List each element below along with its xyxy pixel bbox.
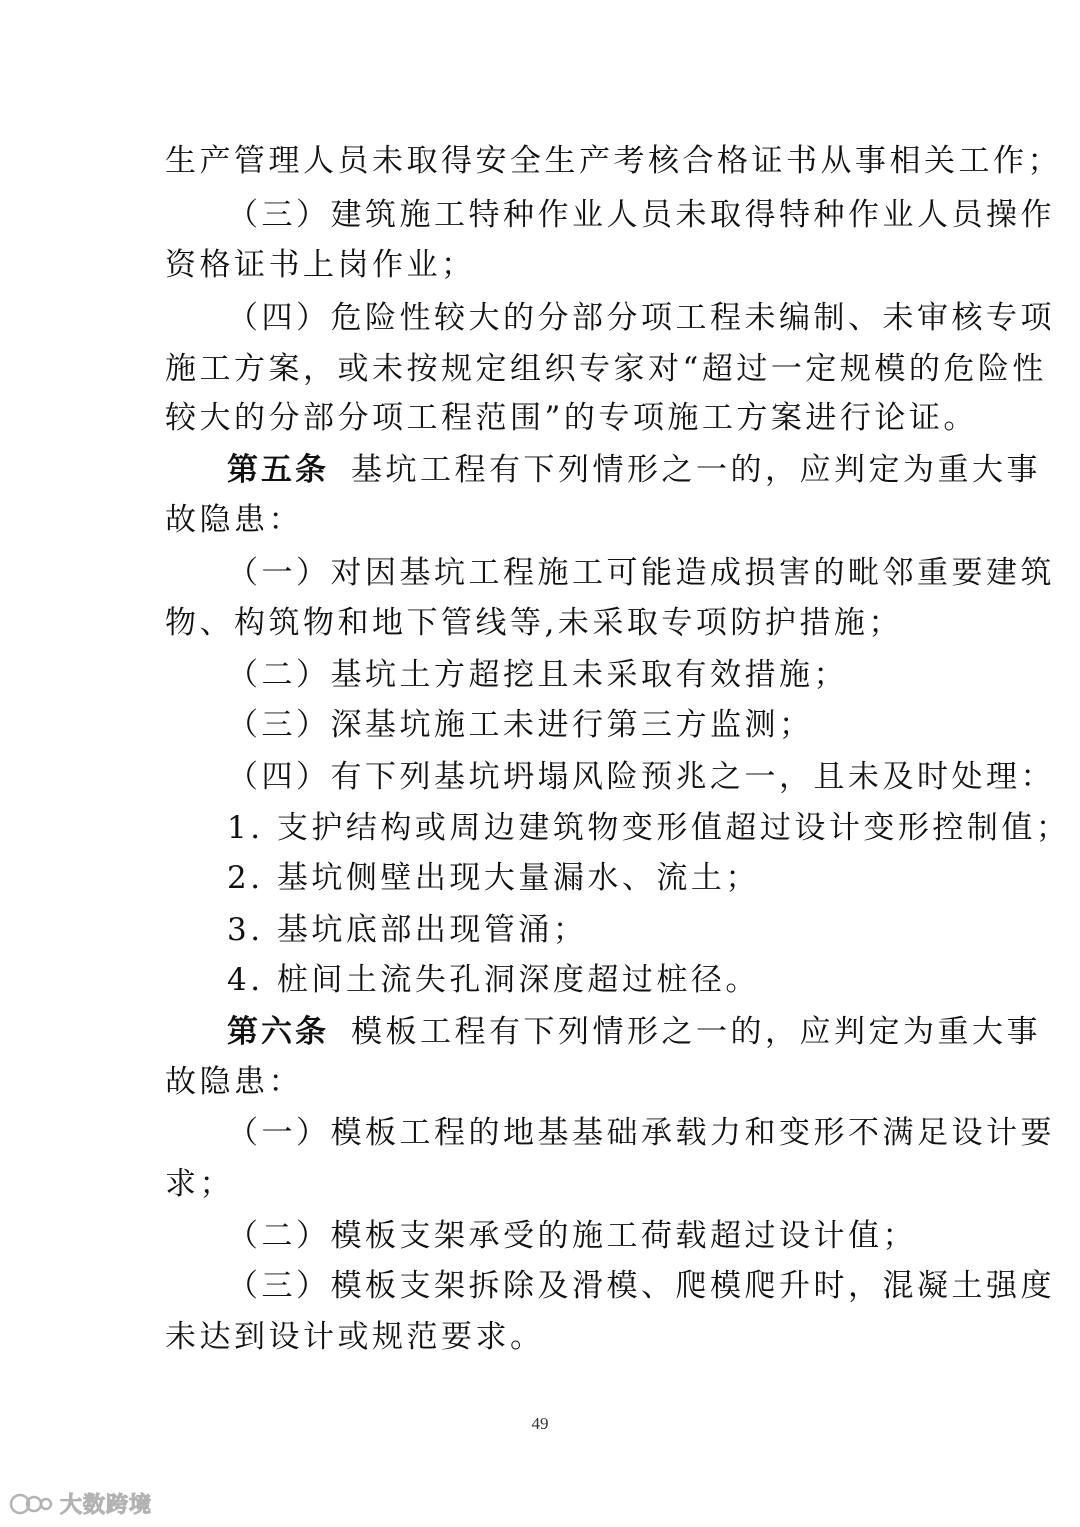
- text-line: （三）模板支架拆除及滑模、爬模爬升时，混凝土强度: [227, 1268, 1055, 1304]
- text-line: （一）对因基坑工程施工可能造成损害的毗邻重要建筑: [227, 555, 1055, 591]
- watermark-text: 大数跨境: [60, 1492, 153, 1518]
- text-line: 2. 基坑侧壁出现大量漏水、流土；: [227, 860, 760, 896]
- text-line: 3. 基坑底部出现管涌；: [227, 912, 588, 948]
- text-line: （三）深基坑施工未进行第三方监测；: [227, 707, 814, 743]
- watermark: [8, 1488, 152, 1518]
- article-5-heading: 第五条: [227, 452, 329, 488]
- text-line: 物、构筑物和地下管线等,未采取专项防护措施；: [165, 605, 903, 641]
- text-line: （四）有下列基坑坍塌风险预兆之一，且未及时处理：: [227, 759, 1055, 795]
- text-line: 故隐患：: [165, 1064, 303, 1100]
- text-line: （一）模板工程的地基基础承载力和变形不满足设计要: [227, 1115, 1055, 1151]
- text-line: 1. 支护结构或周边建筑物变形值超过设计变形控制值；: [227, 810, 1071, 846]
- text-line: 资格证书上岗作业；: [165, 247, 476, 283]
- logo-icon: [8, 1490, 54, 1516]
- text-line: 生产管理人员未取得安全生产考核合格证书从事相关工作；: [165, 143, 1062, 179]
- text-line: 求；: [165, 1166, 234, 1202]
- text-line: 4. 桩间土流失孔洞深度超过桩径。: [227, 962, 760, 998]
- article-5-line: [227, 450, 1041, 490]
- text-line: （二）模板支架承受的施工荷载超过设计值；: [227, 1218, 917, 1254]
- article-6-line: [227, 1012, 1041, 1052]
- text-line: 较大的分部分项工程范围”的专项施工方案进行论证。: [165, 400, 978, 436]
- text-line: （二）基坑土方超挖且未采取有效措施；: [227, 657, 848, 693]
- text-line: 故隐患：: [165, 502, 303, 538]
- article-6-heading: 第六条: [227, 1014, 329, 1050]
- text-line: 施工方案，或未按规定组织专家对“超过一定规模的危险性: [165, 351, 1047, 387]
- text-line: 未达到设计或规范要求。: [165, 1319, 545, 1355]
- article-5-text: 基坑工程有下列情形之一的，应判定为重大事: [351, 452, 1041, 488]
- text-line: （四）危险性较大的分部分项工程未编制、未审核专项: [227, 300, 1055, 336]
- page-number: 49: [531, 1414, 549, 1433]
- article-6-text: 模板工程有下列情形之一的，应判定为重大事: [351, 1014, 1041, 1050]
- text-line: （三）建筑施工特种作业人员未取得特种作业人员操作: [227, 197, 1055, 233]
